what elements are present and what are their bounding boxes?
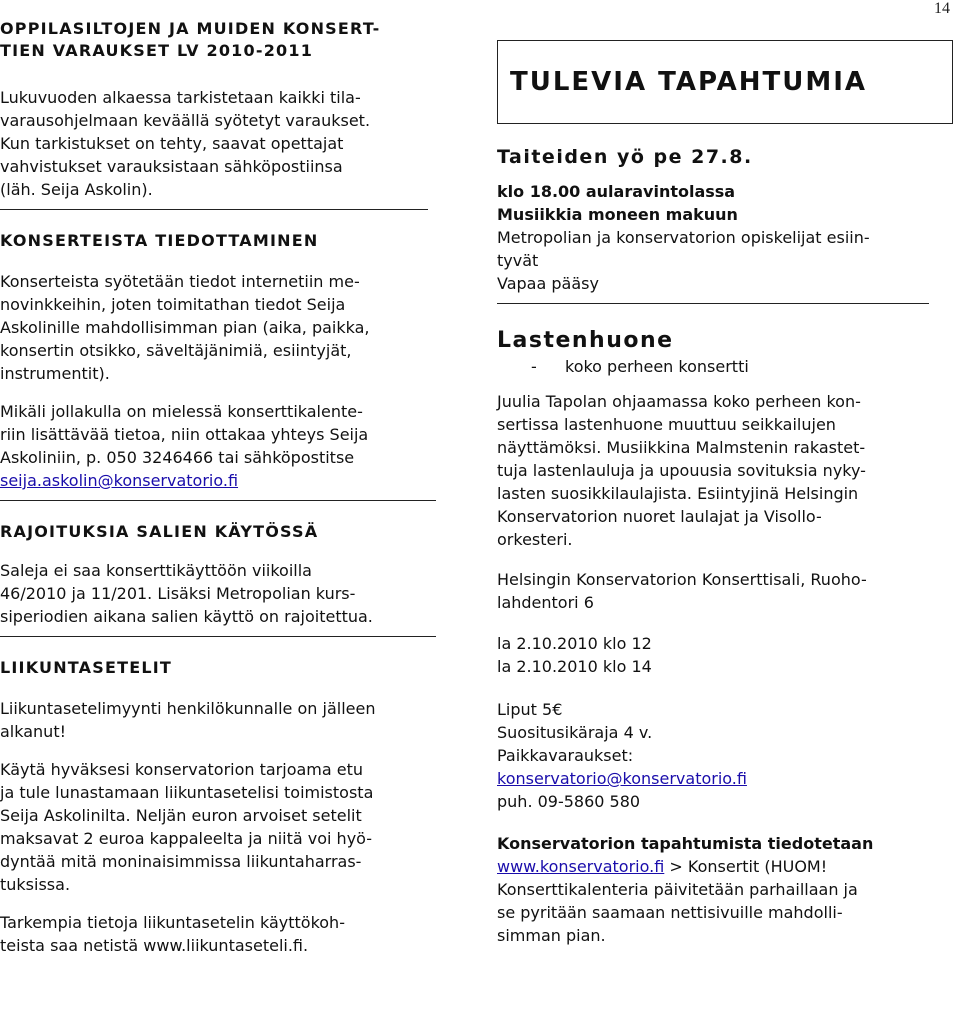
text-line: simman pian. [497,926,606,945]
event-subtitle: Musiikkia moneen makuun [497,205,738,224]
text-line: Saleja ei saa konserttikäyttöön viikoilla [0,561,312,580]
text-line: Vapaa pääsy [497,274,599,293]
text-line: konsertin otsikko, säveltäjänimiä, esiintyjät, [0,341,352,360]
text-line: (läh. Seija Askolin). [0,180,153,199]
text-line: tyvät [497,251,539,270]
paragraph-tiedotetaan [497,855,953,947]
text-line: dyntää mitä moninaisimmissa liikuntaharras- [0,852,362,871]
paragraph-liikunta-2 [0,758,440,896]
text-line: Kun tarkistukset on tehty, saavat opettajat [0,134,344,153]
event-dates [497,632,953,678]
event-tagline [497,357,953,376]
heading-rajoituksia: RAJOITUKSIA SALIEN KÄYTÖSSÄ [0,522,319,541]
link-suffix: > Konsertit (HUOM! [664,857,828,876]
tagline-text: koko perheen konsertti [565,357,749,376]
text-line: tuksissa. [0,875,71,894]
left-column [0,18,440,957]
heading-oppilasiltojen [0,18,440,62]
text-line: Konserttikalenteria päivitetään parhaillaan ja [497,880,858,899]
paragraph-varaukset [0,86,440,201]
paragraph-liikunta-1 [0,697,440,743]
text-line: Käytä hyväksesi konservatorion tarjoama etu [0,760,364,779]
text-line: Paikkavaraukset: [497,746,634,765]
text-line: vahvistukset varauksistaan sähköpostiinsa [0,157,343,176]
dash: - [531,357,537,376]
text-line: siperiodien aikana salien käyttö on rajoitettua. [0,607,373,626]
text-line: näyttämöksi. Musiikkina Malmstenin rakastet- [497,438,866,457]
text-line: Helsingin Konservatorion Konserttisali, Ruoho- [497,570,867,589]
event-title-taiteiden-yo: Taiteiden yö pe 27.8. [497,146,753,168]
phone-number: puh. 09-5860 580 [497,792,641,811]
paragraph-rajoituksia [0,559,440,628]
text-line: maksavat 2 euroa kappaleelta ja niitä voi hyö- [0,829,373,848]
text-line: Liput 5€ [497,700,563,719]
text-line: Suositusikäraja 4 v. [497,723,653,742]
event-title-lastenhuone: Lastenhuone [497,328,674,353]
text-line: instrumentit). [0,364,110,383]
text-line: orkesteri. [497,530,573,549]
venue [497,568,953,614]
text-line: varausohjelmaan keväällä syötetyt varaukset. [0,111,371,130]
email-link-seija[interactable]: seija.askolin@konservatorio.fi [0,471,239,490]
paragraph-liikunta-3 [0,911,440,957]
text-line: Liikuntasetelimyynti henkilökunnalle on jälleen [0,699,376,718]
text-line: Askoliniin, p. 050 3246466 tai sähköpostitse [0,448,355,467]
email-link-booking[interactable]: konservatorio@konservatorio.fi [497,769,747,788]
text-line: se pyritään saamaan nettisivuille mahdolli- [497,903,843,922]
date-line: la 2.10.2010 klo 14 [497,657,652,676]
text-line: Juulia Tapolan ohjaamassa koko perheen kon- [497,392,861,411]
text-line: lasten suosikkilaulajista. Esiintyjinä Helsingin [497,484,859,503]
text-line: lahdentori 6 [497,593,594,612]
text-line: ja tule lunastamaan liikuntasetelisi toimistosta [0,783,374,802]
heading-tiedotetaan: Konservatorion tapahtumista tiedotetaan [497,834,874,853]
page-number: 14 [934,0,950,17]
text-line: Mikäli jollakulla on mielessä konserttikalente- [0,402,363,421]
text-line: Lukuvuoden alkaessa tarkistetaan kaikki tila- [0,88,361,107]
text-line: Askolinille mahdollisimman pian (aika, paikka, [0,318,370,337]
ticket-info [497,698,953,813]
text-line: Metropolian ja konservatorion opiskelijat esiin- [497,228,870,247]
heading-liikuntasetelit: LIIKUNTASETELIT [0,658,173,677]
paragraph-kalenteri [0,400,440,492]
text-line: 46/2010 ja 11/201. Lisäksi Metropolian kurs- [0,584,356,603]
text-line: alkanut! [0,722,67,741]
paragraph-lastenhuone [497,390,953,551]
heading-line: OPPILASILTOJEN JA MUIDEN KONSERT- [0,19,381,38]
right-column [497,40,953,947]
text-line: teista saa netistä www.liikuntaseteli.fi. [0,936,309,955]
text-line: sertissa lastenhuone muuttuu seikkailujen [497,415,836,434]
text-line: tuja lastenlauluja ja upouusia sovituksia nyky- [497,461,866,480]
date-line: la 2.10.2010 klo 12 [497,634,652,653]
upcoming-events-box [497,40,953,124]
text-line: Tarkempia tietoja liikuntasetelin käyttökoh- [0,913,345,932]
text-line: Konservatorion nuoret laulajat ja Visollo- [497,507,822,526]
heading-line: TIEN VARAUKSET LV 2010-2011 [0,41,314,60]
event-time: klo 18.00 aularavintolassa [497,182,736,201]
website-link[interactable]: www.konservatorio.fi [497,857,665,876]
text-line: riin lisättävää tietoa, niin ottakaa yhteys Seija [0,425,369,444]
heading-konserteista: KONSERTEISTA TIEDOTTAMINEN [0,231,319,250]
text-line: Konserteista syötetään tiedot internetiin me- [0,272,360,291]
paragraph-konserteista [0,270,440,385]
text-line: novinkkeihin, joten toimitathan tiedot Seija [0,295,346,314]
text-line: Seija Askolinilta. Neljän euron arvoiset setelit [0,806,362,825]
box-title: TULEVIA TAPAHTUMIA [510,67,868,97]
